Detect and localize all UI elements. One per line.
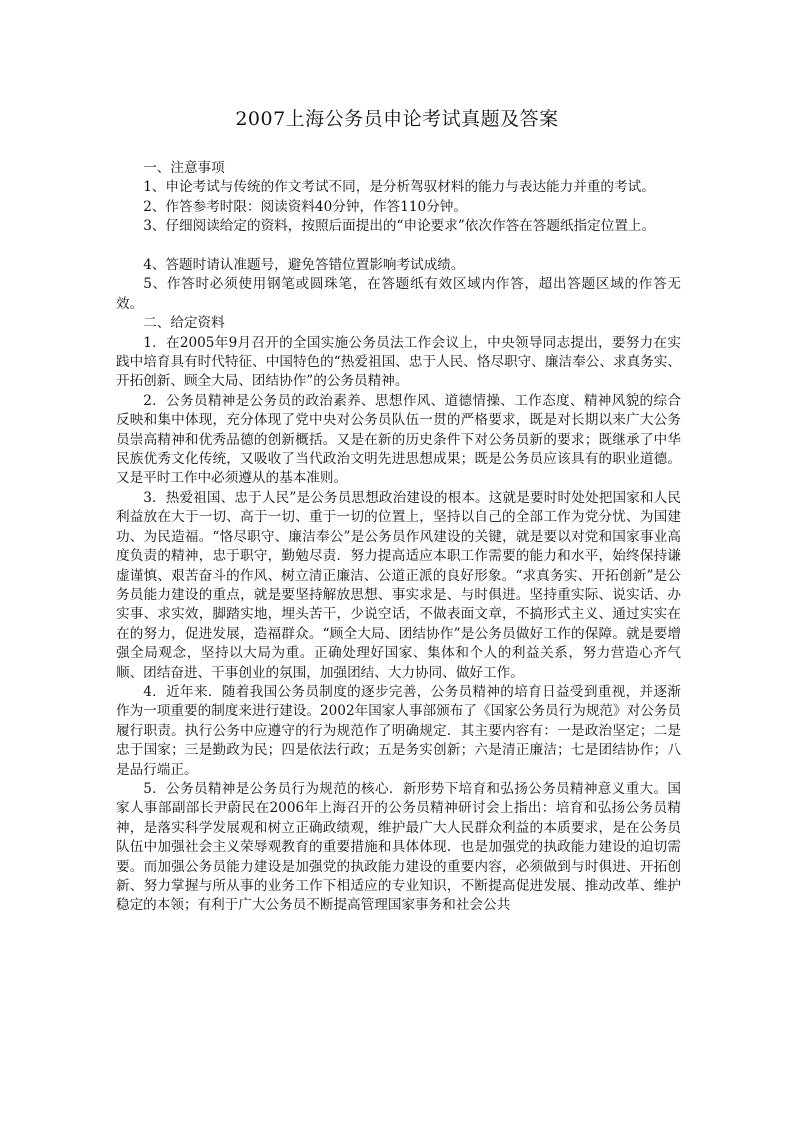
paragraph: 1．在2005年9月召开的全国实施公务员法工作会议上，中央领导同志提出，要努力在实践中培育具有时代特征、中国特色的“热爱祖国、忠于人民、恪尽职守、廉洁奉公、求真务实、开拓创新、顾全大局、团结协作”的公务员精神。	[116, 334, 681, 390]
paragraph: 5、作答时必须使用钢笔或圆珠笔，在答题纸有效区域内作答，超出答题区域的作答无效。	[116, 276, 681, 312]
paragraph: 2．公务员精神是公务员的政治素养、思想作风、道德情操、工作态度、精神风貌的综合反映和集中体现，充分体现了党中央对公务员队伍一贯的严格要求，既是对长期以来广大公务员崇高精神和优秀品德的创新概括。又是在新的历史条件下对公务员新的要求；既继承了中华民族优秀文化传统，又吸收了当代政治文明先进思想成果；既是公务员应该具有的职业道德。又是平时工作中必须遵从的基本准则。	[116, 392, 681, 487]
paragraph: 4、答题时请认准题号，避免答错位置影响考试成绩。	[143, 257, 465, 274]
paragraph: 3、仔细阅读给定的资料，按照后面提出的“申论要求”依次作答在答题纸指定位置上。	[143, 218, 656, 235]
document-body	[116, 159, 681, 916]
document-title: 2007上海公务员申论考试真题及答案	[235, 108, 559, 130]
paragraph: 2、作答参考时限：阅读资料40分钟，作答110分钟。	[143, 198, 467, 215]
section-heading-materials: 二、给定资料	[143, 315, 225, 332]
section-heading-notes: 一、注意事项	[143, 160, 225, 176]
paragraph: 1、申论考试与传统的作文考试不同，是分析驾驭材料的能力与表达能力并重的考试。	[143, 179, 655, 196]
paragraph: 5．公务员精神是公务员行为规范的核心．新形势下培育和弘扬公务员精神意义重大。国家人事部副部长尹蔚民在2006年上海召开的公务员精神研讨会上指出：培育和弘扬公务员精神，是落实科学发展观和树立正确政绩观，维护最广大人民群众利益的本质要求，是在公务员队伍中加强社会主义荣辱观教育的重要措施和具体体现．也是加强党的执政能力建设的迫切需要。而加强公务员能力建设是加强党的执政能力建设的重要内容，必须做到与时俱进、开拓创新、努力掌握与所从事的业务工作下相适应的专业知识，不断提高促进发展、推动改革、维护稳定的本领；有利于广大公务员不断提高管理国家事务和社会公共	[116, 780, 681, 914]
paragraph: 3．热爱祖国、忠于人民”是公务员思想政治建设的根本。这就是要时时处处把国家和人民利益放在大于一切、高于一切、重于一切的位置上，坚持以自己的全部工作为党分忧、为国建功、为民造福。“恪尽职守、廉洁奉公”是公务员作风建设的关键，就是要以对党和国家事业高度负责的精神，忠于职守，勤勉尽责．努力提高适应本职工作需要的能力和水平，始终保持谦虚谨慎、艰苦奋斗的作风、树立清正廉洁、公道正派的良好形象。“求真务实、开拓创新”是公务员能力建设的重点，就是要坚持解放思想、事实求是、与时俱进。坚持重实际、说实话、办实事、求实效，脚踏实地，埋头苦干，少说空话，不做表面文章，不搞形式主义、通过实实在在的努力，促进发展，造福群众。“顾全大局、团结协作”是公务员做好工作的保障。就是要增强全局观念，坚持以大局为重。正确处理好国家、集体和个人的利益关系，努力营造心齐气顺、团结奋进、干事创业的氛围，加强团结、大力协同、做好工作。	[116, 489, 681, 681]
paragraph: 4．近年来．随着我国公务员制度的逐步完善，公务员精神的培育日益受到重视，并逐渐作为一项重要的制度来进行建设。2002年国家人事部颁布了《国家公务员行为规范》对公务员履行职责。执行公务中应遵守的行为规范作了明确规定．其主要内容有：一是政治坚定；二是忠于国家；三是勤政为民；四是依法行政；五是务实创新；六是清正廉洁；七是团结协作；八是品行端正。	[116, 683, 681, 778]
